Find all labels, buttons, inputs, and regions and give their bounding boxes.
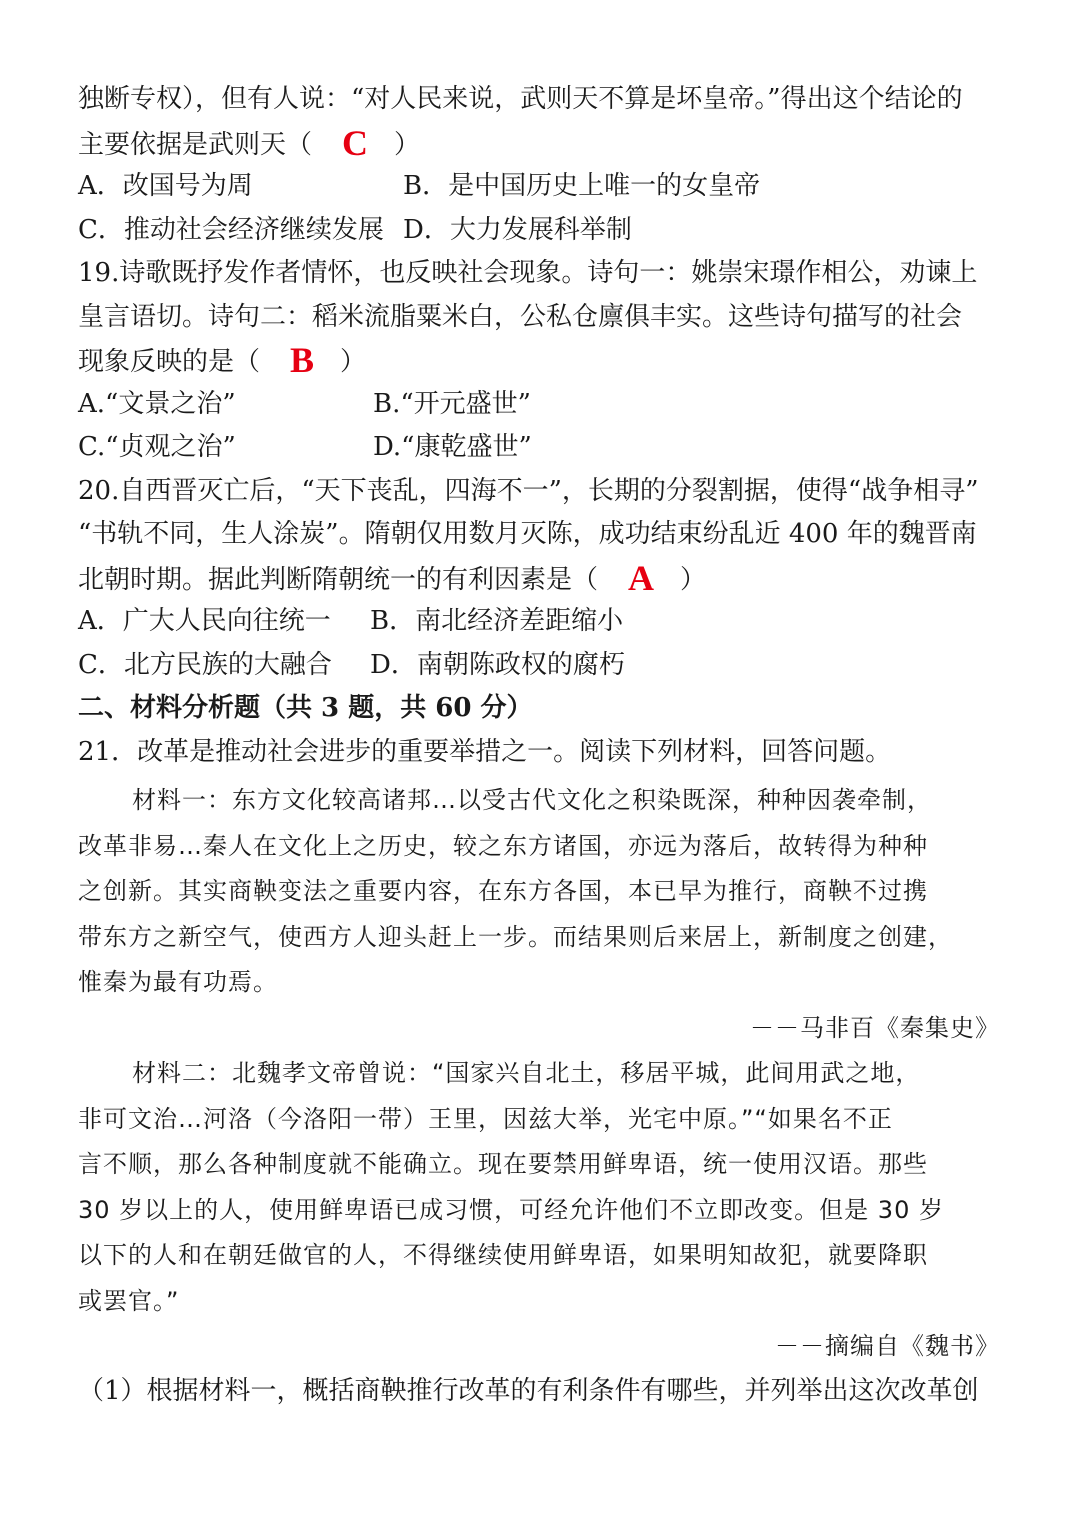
q18-option-a: A．改国号为周 <box>78 171 253 201</box>
q20-option-c: C．北方民族的大融合 <box>78 649 332 680</box>
q18-options-row-1 <box>78 165 1008 209</box>
material-1-line: 惟秦为最有功焉。 <box>78 968 278 996</box>
material-2-line: 以下的人和在朝廷做官的人，不得继续使用鲜卑语，如果明知故犯，就要降职 <box>78 1241 928 1269</box>
q20-line-1: 20.自西晋灭亡后，“天下丧乱，四海不一”，长期的分裂割据，使得“战争相寻” <box>78 475 979 506</box>
q20-option-a: A．广大人民向往统一 <box>78 606 331 636</box>
q20-stem-prefix: 北朝时期。据此判断隋朝统一的有利因素是（ <box>78 564 599 595</box>
q20-stem-suffix: ） <box>680 564 707 595</box>
q19-line-2: 皇言语切。诗句二：稻米流脂粟米白，公私仓廪俱丰实。这些诗句描写的社会 <box>78 301 963 332</box>
material-1-line: 带东方之新空气，使西方人迎头赶上一步。而结果则后来居上，新制度之创建， <box>78 922 953 951</box>
material-2-source: －－摘编自《魏书》 <box>775 1332 1000 1360</box>
q20-option-b: B．南北经济差距缩小 <box>370 606 624 636</box>
section-2-title: 二、材料分析题（共 3 题，共 60 分） <box>78 693 533 723</box>
q19-stem-prefix: 现象反映的是（ <box>78 347 261 377</box>
q19-options-row-1 <box>78 383 1008 427</box>
material-2-line: 或罢官。” <box>78 1286 180 1315</box>
q20-line-2: “书轨不同，生人涂炭”。隋朝仅用数月灭陈，成功结束纷乱近 400 年的魏晋南 <box>78 519 977 549</box>
material-2-line: 材料二：北魏孝文帝曾说：“国家兴自北土，移居平城，此间用武之地， <box>132 1059 921 1087</box>
q19-stem-suffix: ） <box>340 347 367 377</box>
q19-line-3 <box>78 339 1008 383</box>
q19-option-c: C.“贞观之治” <box>78 432 236 462</box>
q19-line-1: 19.诗歌既抒发作者情怀，也反映社会现象。诗句一：姚崇宋璟作相公，劝谏上 <box>78 258 978 288</box>
material-1-line: 材料一：东方文化较高诸邦…以受古代文化之积染既深，种种因袭牵制， <box>132 786 932 814</box>
q19-option-b: B.“开元盛世” <box>373 388 531 419</box>
material-2-line: 30 岁以上的人，使用鲜卑语已成习惯，可经允许他们不立即改变。但是 30 岁 <box>78 1195 944 1224</box>
q18-line-1: 独断专权），但有人说：“对人民来说，武则天不算是坏皇帝。”得出这个结论的 <box>78 84 963 114</box>
q20-line-3 <box>78 557 1008 601</box>
q19-option-d: D.“康乾盛世” <box>373 432 532 462</box>
q18-answer: C <box>342 122 369 163</box>
exam-page <box>78 78 1008 1413</box>
q21-intro: 21．改革是推动社会进步的重要举措之一。阅读下列材料，回答问题。 <box>78 736 892 767</box>
q18-stem-prefix: 主要依据是武则天（ <box>78 129 313 160</box>
q19-option-a: A.“文景之治” <box>78 388 236 419</box>
q18-options-row-2 <box>78 209 1008 253</box>
q21-sub-question-1: （1）根据材料一，概括商鞅推行改革的有利条件有哪些，并列举出这次改革创 <box>78 1375 979 1406</box>
q18-option-b: B．是中国历史上唯一的女皇帝 <box>403 171 761 201</box>
material-1-source: －－马非百《秦集史》 <box>750 1013 1000 1042</box>
material-2-line: 非可文治…河洛（今洛阳一带）王里，因兹大举，光宅中原。”“如果名不正 <box>78 1104 893 1133</box>
material-2-line: 言不顺，那么各种制度就不能确立。现在要禁用鲜卑语，统一使用汉语。那些 <box>78 1150 928 1178</box>
q19-options-row-2 <box>78 426 1008 470</box>
q19-answer: B <box>290 340 315 380</box>
q20-option-d: D．南朝陈政权的腐朽 <box>370 649 625 680</box>
material-1-line: 改革非易…秦人在文化上之历史，较之东方诸国，亦远为落后，故转得为种种 <box>78 831 928 860</box>
q18-line-2 <box>78 122 1008 166</box>
q20-answer: A <box>628 557 655 598</box>
material-1-line: 之创新。其实商鞅变法之重要内容，在东方各国，本已早为推行，商鞅不过携 <box>78 877 928 905</box>
q18-option-c: C．推动社会经济继续发展 <box>78 214 384 245</box>
q18-option-d: D．大力发展科举制 <box>403 214 632 245</box>
q20-options-row-2 <box>78 644 1008 688</box>
q18-stem-suffix: ） <box>394 129 421 160</box>
q20-options-row-1 <box>78 600 1008 644</box>
